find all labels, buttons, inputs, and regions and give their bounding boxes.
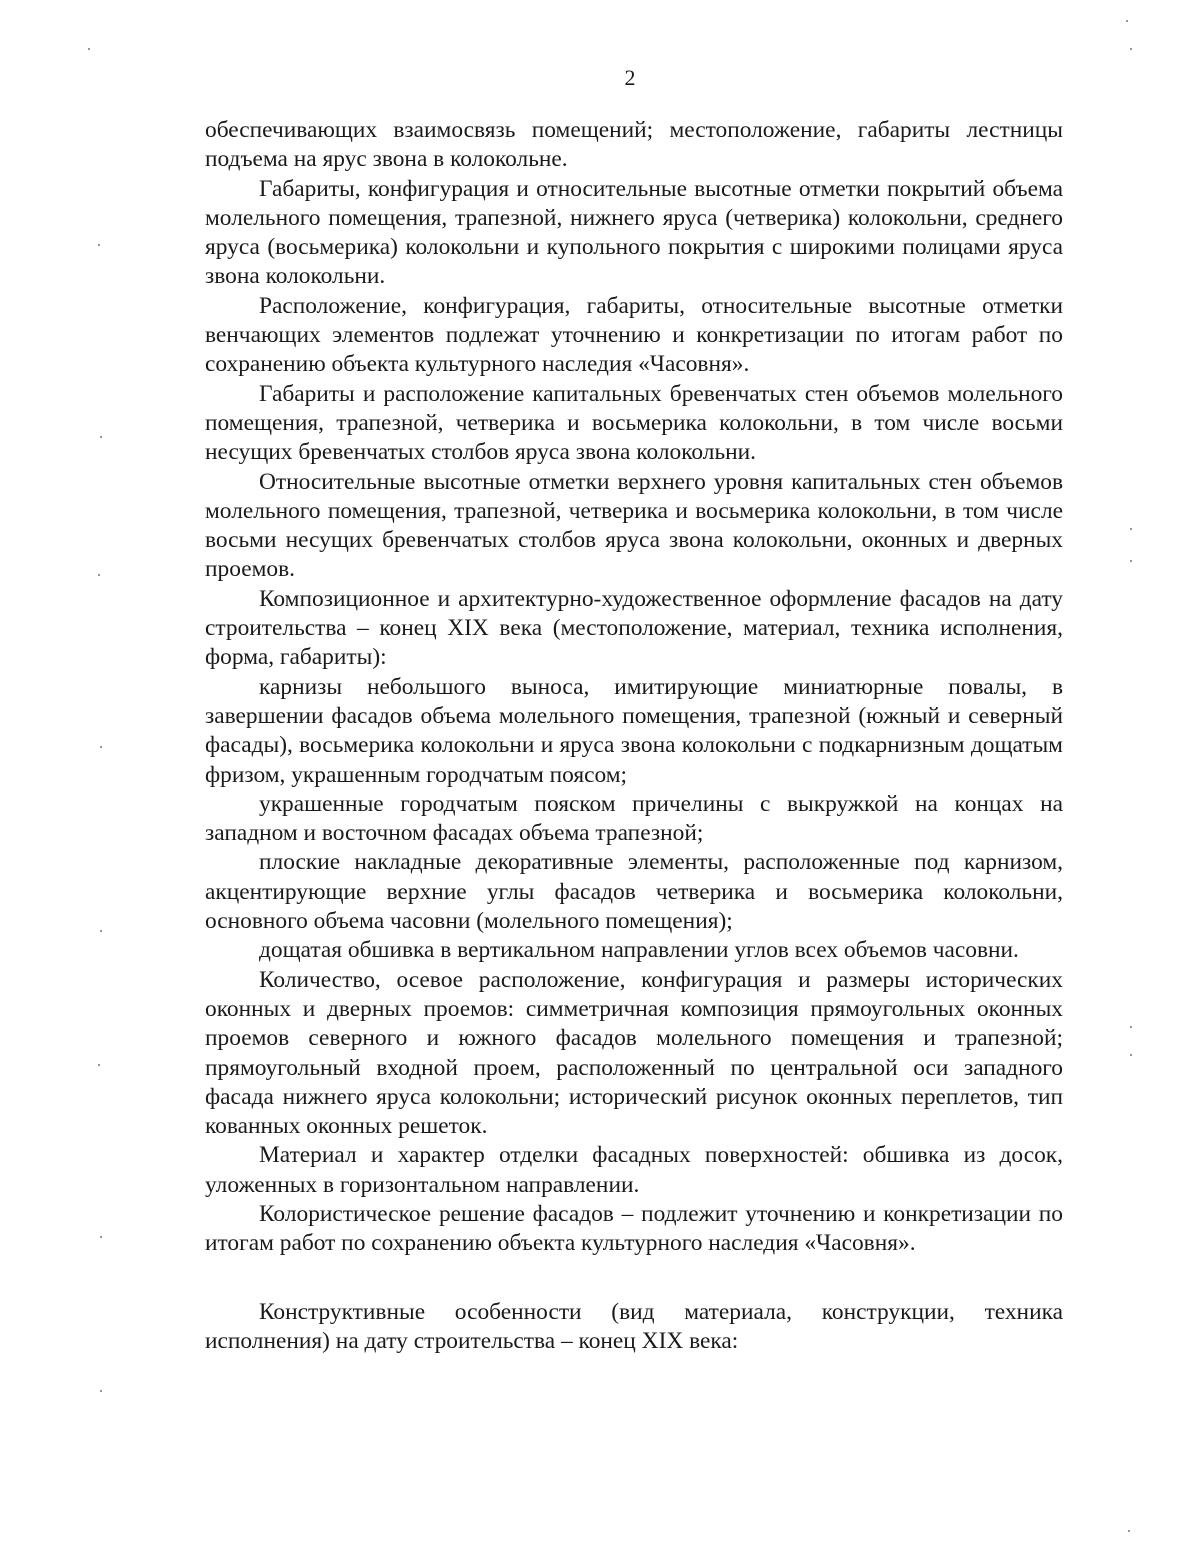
paragraph-crowning-elements: Расположение, конфигурация, габариты, относительные высотные отметки венчающих элементов подлежат уточнению и конкретизации по итогам работ по сохранению объекта культурного наследия «Часовня». — [205, 292, 1063, 378]
scan-speck — [100, 1390, 102, 1392]
scan-speck — [98, 244, 100, 246]
paragraph-decorative-elements: плоские накладные декоративные элементы, расположенные под карнизом, акцентирующие верхние углы фасадов четверика и восьмерика колокольни, основного объема часовни (молельного помещения); — [205, 849, 1063, 935]
page-number: 2 — [624, 65, 636, 90]
scan-speck — [1130, 1054, 1132, 1056]
scan-speck — [100, 1236, 102, 1238]
paragraph-facade-design: Композиционное и архитектурно-художественное оформление фасадов на дату строительства – конец XIX века (местоположение, материал, техника исполнения, форма, габариты): — [205, 585, 1063, 671]
scan-speck — [1128, 1530, 1130, 1532]
paragraph-wall-heights: Относительные высотные отметки верхнего уровня капитальных стен объемов молельного помещения, трапезной, четверика и восьмерика колокольни, в том числе восьми несущих бревенчатых столбов яруса звона колокольни, оконных и дверных проемов. — [205, 468, 1063, 583]
scan-speck — [1126, 20, 1128, 22]
paragraph-cornices: карнизы небольшого выноса, имитирующие миниатюрные повалы, в завершении фасадов объема молельного помещения, трапезной (южный и северный фасады), восьмерика колокольни и яруса звона колокольни с подкарнизным дощатым фризом, украшенным городчатым поясом; — [205, 673, 1063, 788]
scan-speck — [98, 1064, 100, 1066]
paragraph-openings: Количество, осевое расположение, конфигурация и размеры исторических оконных и дверных проемов: симметричная композиция прямоугольных оконных проемов северного и южного фасадов молельного помещения и трапезной; прямоугольный входной проем, расположенный по центральной оси западного фасада нижнего яруса колокольни; исторический рисунок оконных переплетов, тип кованных оконных решеток. — [205, 966, 1063, 1140]
paragraph-continuation: обеспечивающих взаимосвязь помещений; местоположение, габариты лестницы подъема на ярус звона в колокольне. — [205, 117, 1063, 173]
scan-speck — [1130, 48, 1132, 50]
scan-speck — [98, 574, 100, 576]
scan-speck — [100, 436, 102, 438]
paragraph-roof-dimensions: Габариты, конфигурация и относительные высотные отметки покрытий объема молельного помещения, трапезной, нижнего яруса (четверика) колокольни, среднего яруса (восьмерика) колокольни и купольного покрытия с широкими полицами яруса звона колокольни. — [205, 175, 1063, 290]
scan-speck — [1130, 560, 1132, 562]
document-body — [205, 116, 1063, 1356]
paragraph-color-scheme: Колористическое решение фасадов – подлежит уточнению и конкретизации по итогам работ по сохранению объекта культурного наследия «Часовня». — [205, 1200, 1063, 1257]
paragraph-bargeboards: украшенные городчатым пояском причелины с выкружкой на концах на западном и восточном фасадах объема трапезной; — [205, 790, 1063, 847]
paragraph-structural-features: Конструктивные особенности (вид материала, конструкции, техника исполнения) на дату строительства – конец XIX века: — [205, 1298, 1063, 1354]
paragraph-facade-finish: Материал и характер отделки фасадных поверхностей: обшивка из досок, уложенных в горизонтальном направлении. — [205, 1142, 1063, 1198]
scan-speck — [100, 930, 102, 932]
paragraph-log-walls: Габариты и расположение капитальных бревенчатых стен объемов молельного помещения, трапезной, четверика и восьмерика колокольни, в том числе восьми несущих бревенчатых столбов яруса звона колокольни. — [205, 380, 1063, 466]
scan-speck — [1130, 1026, 1132, 1028]
scan-speck — [100, 746, 102, 748]
scan-speck — [1130, 528, 1132, 530]
paragraph-corner-cladding: дощатая обшивка в вертикальном направлении углов всех объемов часовни. — [259, 937, 1019, 964]
scan-speck — [88, 48, 90, 50]
